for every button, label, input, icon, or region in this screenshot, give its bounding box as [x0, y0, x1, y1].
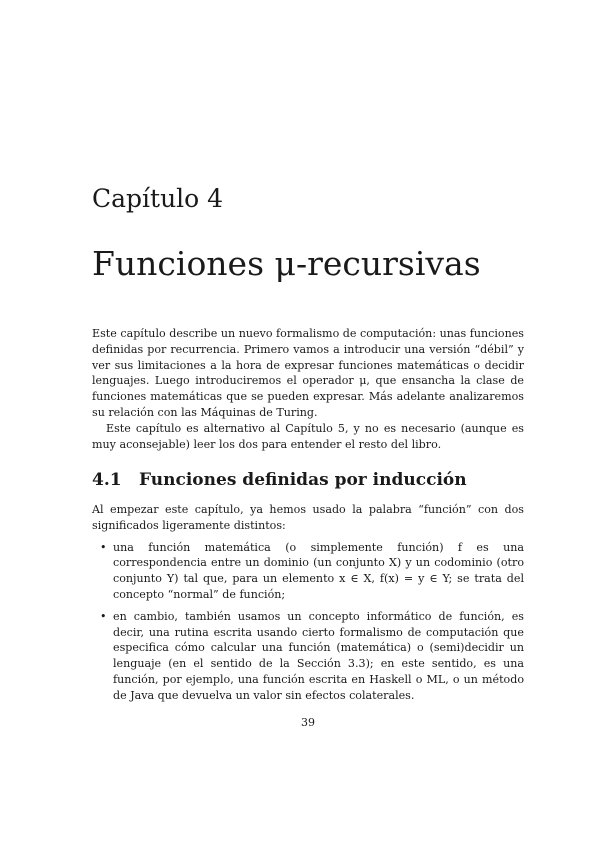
section-body	[92, 502, 524, 710]
chapter-label: Capítulo 4	[92, 184, 224, 213]
list-item	[100, 609, 524, 704]
intro-section	[92, 326, 524, 452]
section-heading	[92, 470, 467, 490]
intro-paragraph-2: Este capítulo es alternativo al Capítulo 5, y no es necesario (aunque es muy aconsejable) leer los dos para entender el resto del libro.	[92, 421, 524, 451]
section-paragraph-1: Al empezar este capítulo, ya hemos usado la palabra “función” con dos significados ligeramente distintos:	[92, 503, 524, 532]
bullet-icon: •	[100, 609, 107, 623]
section-number: 4.1	[92, 470, 122, 490]
section-title: Funciones definidas por inducción	[139, 470, 467, 490]
bullet-icon: •	[100, 540, 107, 554]
list-item	[100, 540, 524, 603]
chapter-title: Funciones μ-recursivas	[92, 244, 481, 283]
book-page	[92, 0, 524, 848]
list-item-text: una función matemática (o simplemente función) f es una correspondencia entre un dominio (un conjunto X) y un codominio (otro conjunto Y) tal que, para un elemento x ∈ X, f(x) = y ∈ Y; se trata del concepto “normal” de función;	[113, 540, 524, 601]
definition-list	[92, 540, 524, 704]
page-number: 39	[301, 716, 315, 729]
list-item-text: en cambio, también usamos un concepto informático de función, es decir, una rutina escrita usando cierto formalismo de computación que especifica cómo calcular una función (matemática) o (semi)decidir un lenguaje (en el sentido de la Sección 3.3); en este sentido, es una función, por ejemplo, una función escrita en Haskell o ML, o un método de Java que devuelva un valor sin efectos colaterales.	[113, 609, 524, 702]
intro-paragraph-1: Este capítulo describe un nuevo formalismo de computación: unas funciones definidas por recurrencia. Primero vamos a introducir una versión “débil” y ver sus limitaciones a la hora de expresar funciones matemáticas o decidir lenguajes. Luego introduciremos el operador μ, que ensancha la clase de funciones matemáticas que se pueden expresar. Más adelante analizaremos su relación con las Máquinas de Turing.	[92, 327, 524, 419]
